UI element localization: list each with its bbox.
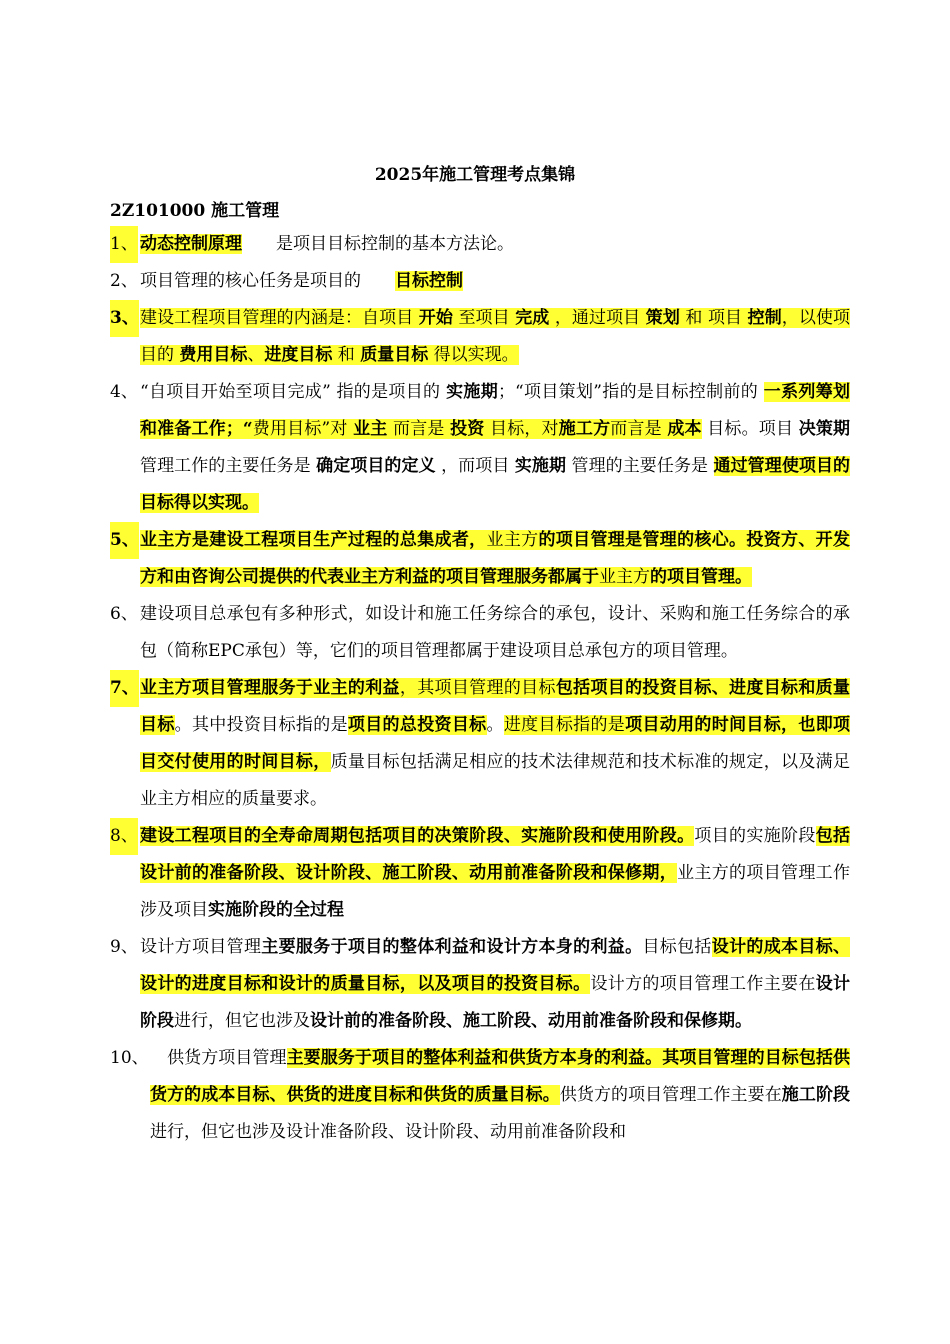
list-item: [110, 596, 850, 670]
list-item: [110, 1040, 850, 1151]
highlighted-text: 业主方: [599, 567, 650, 587]
highlighted-text: 的项目管理。: [650, 567, 752, 587]
highlighted-text: 动态控制原理: [140, 234, 242, 254]
highlighted-text: 策划: [645, 308, 680, 328]
item-text: 进行，但它也涉及设计准备阶段、设计阶段、动用前准备阶段和: [150, 1122, 626, 1142]
item-text: 主要服务于项目的整体利益和设计方本身的利益。: [261, 937, 643, 957]
list-item: [110, 818, 850, 929]
item-number: 8、: [110, 818, 138, 855]
highlighted-text: 成本: [667, 419, 702, 439]
highlighted-text: 目标控制: [395, 271, 463, 291]
item-text: 供货方的项目管理工作主要在: [559, 1085, 782, 1105]
item-text: 业主方的项目管理工作涉及项目: [140, 863, 851, 920]
highlighted-text: ，通过项目: [549, 308, 646, 328]
item-text: 确定项目的定义: [316, 456, 436, 476]
list-item: [110, 300, 850, 374]
highlighted-text: 而言是: [610, 419, 668, 439]
item-text: 管理工作的主要任务是: [140, 456, 317, 476]
highlighted-text: 和 项目: [679, 308, 748, 328]
item-text: 实施阶段的全过程: [208, 900, 344, 920]
item-text: 设计阶段: [140, 974, 851, 1031]
item-text: 设计前的准备阶段、施工阶段、动用前准备阶段和保修期。: [310, 1011, 752, 1031]
highlighted-text: 而言是: [387, 419, 451, 439]
point-list: [110, 226, 850, 1151]
item-text: 项目的实施阶段: [694, 826, 816, 846]
highlighted-text: 进度目标指的是: [503, 715, 626, 735]
item-text: 是项目目标控制的基本方法论。: [242, 234, 514, 254]
list-item: [110, 522, 850, 596]
item-text: 实施期: [514, 456, 567, 476]
highlighted-text: 的项目管理是管理的核心。投资方、开发方和由咨询公司提供的代表业主方利益的项目管理服务都属于: [140, 530, 851, 587]
list-item: [110, 929, 850, 1040]
item-number: 10、: [110, 1048, 149, 1068]
item-text: 目标包括: [642, 937, 712, 957]
highlighted-text: 项目的总投资目标: [347, 715, 487, 735]
highlighted-text: 施工方: [558, 419, 611, 439]
item-text: 实施期: [446, 382, 499, 402]
item-text: 决策期: [798, 419, 851, 439]
list-item: [110, 226, 850, 263]
highlighted-text: 包括项目的投资目标、进度目标和质量目标: [140, 678, 851, 735]
item-number: 5、: [110, 522, 139, 559]
highlighted-text: 建设工程项目的全寿命周期包括项目的决策阶段、实施阶段和使用阶段。: [140, 826, 695, 846]
item-number: 2、: [110, 271, 138, 291]
highlighted-text: 费用目标”对: [252, 419, 354, 439]
item-number: 4、: [110, 382, 138, 402]
list-item: [110, 263, 850, 300]
item-text: 供货方项目管理: [150, 1048, 287, 1068]
item-number: 1、: [110, 226, 138, 263]
highlighted-text: 目标，对: [484, 419, 559, 439]
item-text: 设计方项目管理: [140, 937, 262, 957]
item-text: 进行，但它也涉及: [174, 1011, 310, 1031]
highlighted-text: 质量目标: [360, 345, 429, 365]
highlighted-text: 业主方是建设工程项目生产过程的总集成者，: [140, 530, 487, 550]
highlighted-text: 通过管理使项目的目标得以实现。: [140, 456, 851, 513]
highlighted-text: ，以使项目的: [140, 308, 851, 365]
item-number: 7、: [110, 670, 139, 707]
highlighted-text: 费用目标: [179, 345, 248, 365]
highlighted-text: 业主: [353, 419, 388, 439]
highlighted-text: 业主方项目管理服务于业主的利益: [140, 678, 400, 698]
highlighted-text: ，其项目管理的目标: [399, 678, 556, 698]
highlighted-text: 至项目: [452, 308, 516, 328]
highlighted-text: 开始: [418, 308, 453, 328]
highlighted-text: 进度目标: [264, 345, 333, 365]
highlighted-text: 业主方: [486, 530, 539, 550]
item-number: 6、: [110, 604, 138, 624]
item-text: 项目管理的核心任务是项目的: [140, 271, 395, 291]
item-number: 3、: [110, 300, 139, 337]
highlighted-text: 项目动用的时间目标，也即项目交付使用的时间目标，: [140, 715, 851, 772]
item-text: 设计方的项目管理工作主要在: [590, 974, 816, 994]
item-text: 质量目标包括满足相应的技术法律规范和技术标准的规定，以及满足业主方相应的质量要求。: [140, 752, 851, 809]
item-text: ，而项目: [435, 456, 515, 476]
item-text: ；“项目策划”指的是目标控制前的: [498, 382, 764, 402]
highlighted-text: 和: [332, 345, 361, 365]
page-title: 2025年施工管理考点集锦: [374, 165, 576, 185]
highlighted-text: 包括设计前的准备阶段、设计阶段、施工阶段、动用前准备阶段和保修期，: [140, 826, 851, 883]
highlighted-text: 完成: [515, 308, 550, 328]
item-text: 建设项目总承包有多种形式，如设计和施工任务综合的承包，设计、采购和施工任务综合的承包（简称EPC承包）等，它们的项目管理都属于建设项目总承包方的项目管理。: [140, 604, 850, 661]
highlighted-text: 设计的成本目标、设计的进度目标和设计的质量目标，以及项目的投资目标。: [140, 937, 851, 994]
highlighted-text: 、: [247, 345, 265, 365]
item-text: 。: [486, 715, 504, 735]
item-text: “自项目开始至项目完成” 指的是项目的: [140, 382, 447, 402]
list-item: [110, 670, 850, 818]
item-text: 管理的主要任务是: [566, 456, 714, 476]
highlighted-text: 控制: [747, 308, 782, 328]
highlighted-text: 主要服务于项目的整体利益和供货方本身的利益。其项目管理的目标包括供货方的成本目标、供货的进度目标和供货的质量目标。: [150, 1048, 851, 1105]
highlighted-text: 投资: [450, 419, 485, 439]
item-text: 。其中投资目标指的是: [174, 715, 348, 735]
item-number: 9、: [110, 937, 138, 957]
highlighted-text: 建设工程项目管理的内涵是：自项目: [140, 308, 419, 328]
item-text: 施工阶段: [781, 1085, 851, 1105]
highlighted-text: 一系列筹划和准备工作；“: [140, 382, 851, 439]
section-heading: 2Z101000 施工管理: [110, 201, 280, 221]
item-text: 目标。项目: [701, 419, 799, 439]
highlighted-text: 得以实现。: [428, 345, 519, 365]
list-item: [110, 374, 850, 522]
